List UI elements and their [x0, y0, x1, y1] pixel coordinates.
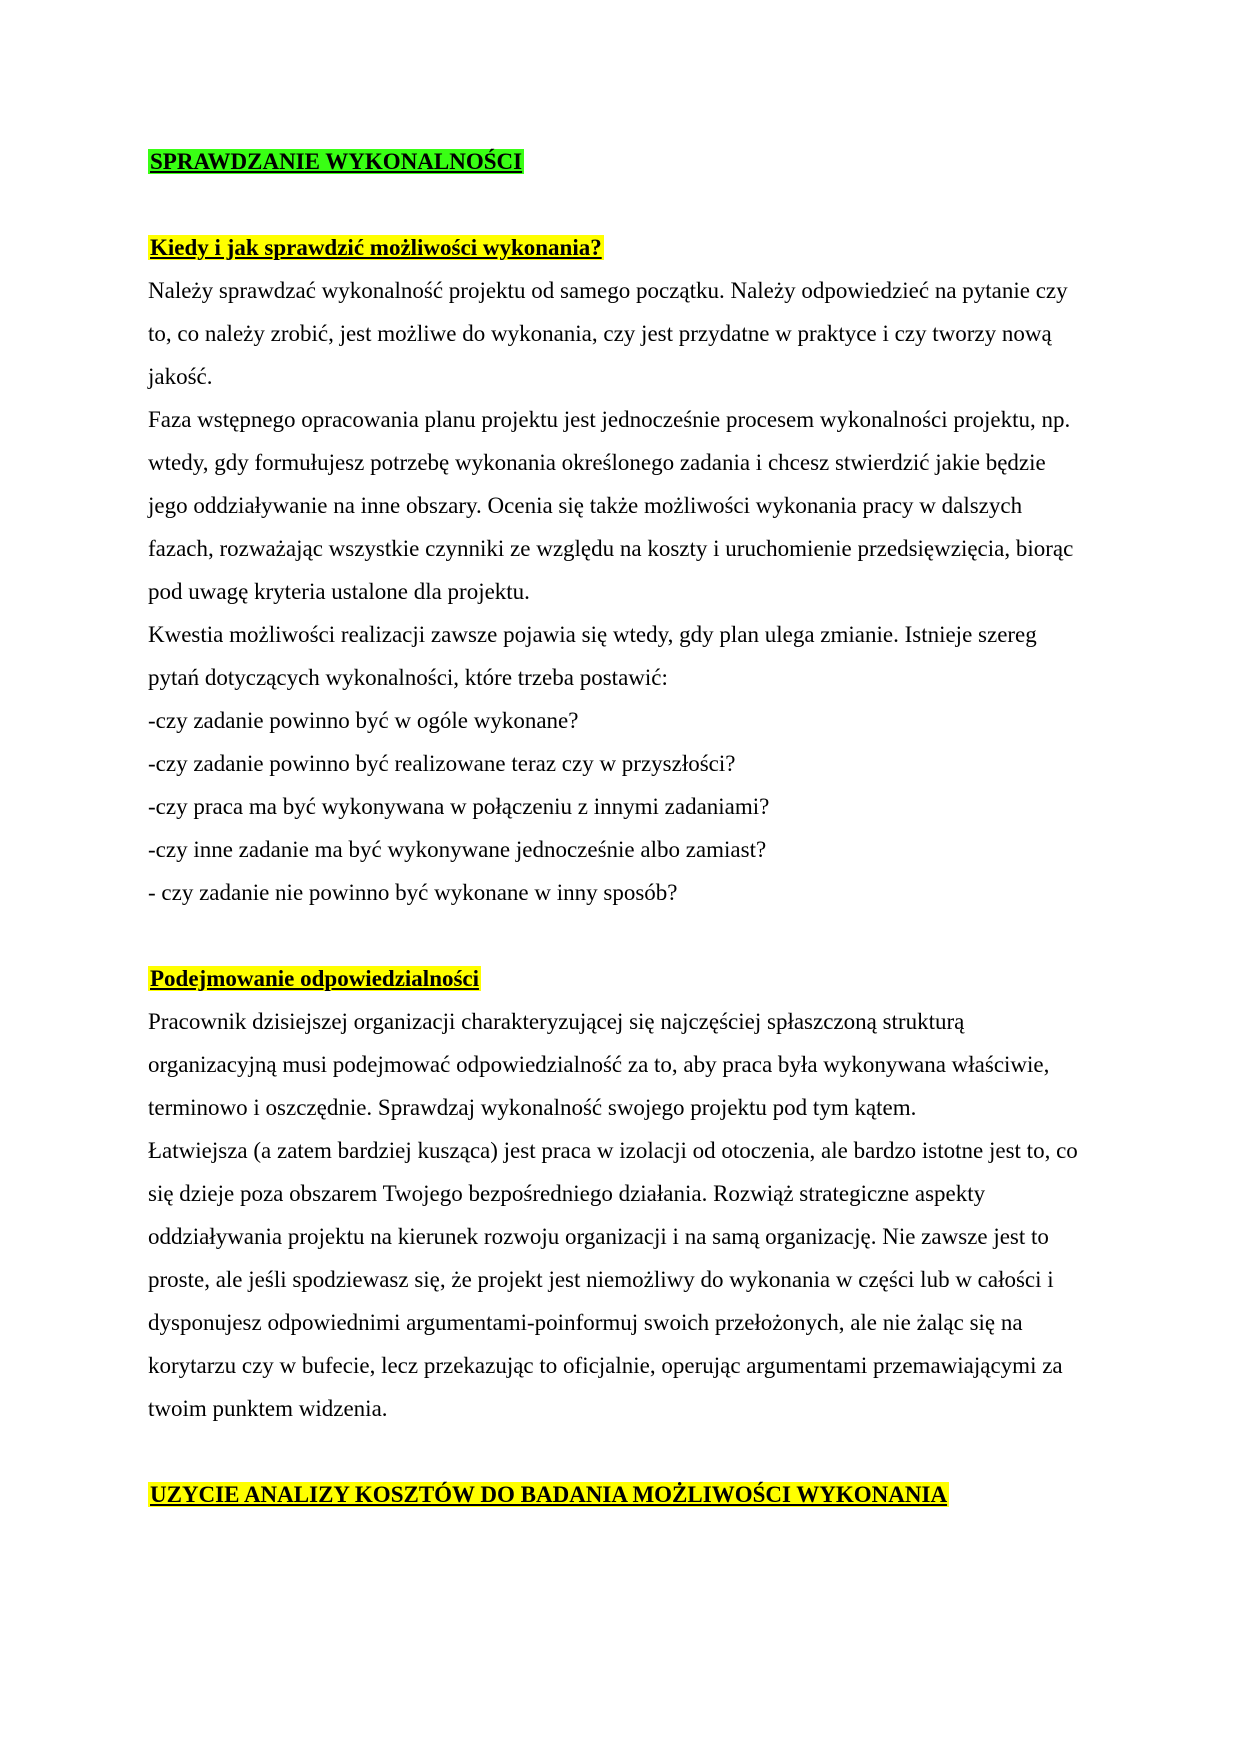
list-item: -czy zadanie powinno być w ogóle wykonane? [148, 708, 579, 733]
paragraph: Łatwiejsza (a zatem bardziej kusząca) jest praca w izolacji od otoczenia, ale bardzo istotne jest to, co się dzieje poza obszarem Twojego bezpośredniego działania. Rozwiąż strategiczne aspekty oddziaływania projektu na kierunek rozwoju organizacji i na samą organizację. Nie zawsze jest to proste, ale jeśli spodziewasz się, że projekt jest niemożliwy do wykonania w części lub w całości i dysponujesz odpowiednimi argumentami-poinformuj swoich przełożonych, ale nie żaląc się na korytarzu czy w bufecie, lecz przekazując to oficjalnie, operując argumentami przemawiającymi za twoim punktem widzenia. [148, 1138, 1078, 1421]
paragraph: Pracownik dzisiejszej organizacji charakteryzującej się najczęściej spłaszczoną strukturą organizacyjną musi podejmować odpowiedzialność za to, aby praca była wykonywana właściwie, terminowo i oszczędnie. Sprawdzaj wykonalność swojego projektu pod tym kątem. [148, 1009, 1050, 1120]
section-title-cost-analysis: UZYCIE ANALIZY KOSZTÓW DO BADANIA MOŻLIWOŚCI WYKONANIA [150, 1482, 948, 1507]
subheading-responsibility: Podejmowanie odpowiedzialności [150, 966, 480, 991]
document-page [148, 140, 1088, 1516]
subheading-row [148, 957, 1088, 1000]
subheading-feasibility: Kiedy i jak sprawdzić możliwości wykonania? [150, 235, 602, 260]
section-title-row [148, 1473, 1088, 1516]
spacer [148, 183, 1088, 226]
paragraph: Należy sprawdzać wykonalność projektu od samego początku. Należy odpowiedzieć na pytanie czy to, co należy zrobić, jest możliwe do wykonania, czy jest przydatne w praktyce i czy tworzy nową jakość. [148, 278, 1068, 389]
question-list [148, 699, 1088, 914]
list-item: -czy inne zadanie ma być wykonywane jednocześnie albo zamiast? [148, 837, 767, 862]
list-item: - czy zadanie nie powinno być wykonane w inny sposób? [148, 880, 678, 905]
list-item: -czy zadanie powinno być realizowane teraz czy w przyszłości? [148, 751, 736, 776]
spacer [148, 914, 1088, 957]
paragraph: Kwestia możliwości realizacji zawsze pojawia się wtedy, gdy plan ulega zmianie. Istnieje szereg pytań dotyczących wykonalności, które trzeba postawić: [148, 622, 1037, 690]
section-title-row [148, 140, 1088, 183]
spacer [148, 1430, 1088, 1473]
subheading-row [148, 226, 1088, 269]
list-item: -czy praca ma być wykonywana w połączeniu z innymi zadaniami? [148, 794, 770, 819]
paragraph: Faza wstępnego opracowania planu projektu jest jednocześnie procesem wykonalności projektu, np. wtedy, gdy formułujesz potrzebę wykonania określonego zadania i chcesz stwierdzić jakie będzie jego oddziaływanie na inne obszary. Ocenia się także możliwości wykonania pracy w dalszych fazach, rozważając wszystkie czynniki ze względu na koszty i uruchomienie przedsięwzięcia, biorąc pod uwagę kryteria ustalone dla projektu. [148, 407, 1074, 604]
section-title: SPRAWDZANIE WYKONALNOŚCI [150, 149, 523, 174]
